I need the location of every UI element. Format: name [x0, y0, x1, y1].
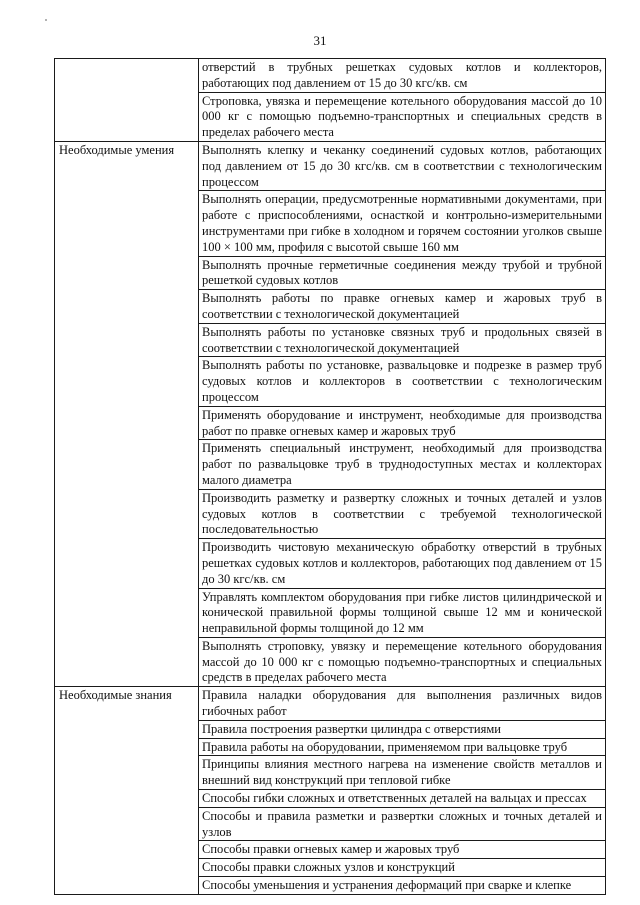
requirement-item: отверстий в трубных решетках судовых котлов и коллекторов, работающих под давлением от 15 до 30 кгс/кв. см — [199, 59, 606, 93]
requirements-table-body — [55, 59, 606, 895]
requirement-item: Способы гибки сложных и ответственных деталей на вальцах и прессах — [199, 790, 606, 808]
requirement-item: Выполнять работы по установке, развальцовке и подрезке в размер труб судовых котлов и коллекторов в соответствии с технологическим процессом — [199, 357, 606, 406]
section-label: Необходимые знания — [55, 687, 199, 895]
section-label-empty — [55, 59, 199, 142]
requirement-item: Правила наладки оборудования для выполнения различных видов гибочных работ — [199, 687, 606, 721]
requirement-item: Способы уменьшения и устранения деформаций при сварке и клепке — [199, 877, 606, 895]
page-number: 31 — [313, 33, 327, 48]
table-row — [55, 687, 606, 721]
requirement-item: Способы правки сложных узлов и конструкций — [199, 859, 606, 877]
requirements-table — [54, 58, 606, 895]
requirement-item: Способы и правила разметки и развертки сложных и точных деталей и узлов — [199, 807, 606, 841]
requirement-item: Управлять комплектом оборудования при гибке листов цилиндрической и конической правильной формы толщиной свыше 12 мм и конической неправильной формы толщиной до 12 мм — [199, 588, 606, 637]
requirement-item: Выполнять работы по правке огневых камер и жаровых труб в соответствии с технологической документацией — [199, 290, 606, 324]
table-row — [55, 141, 606, 190]
requirement-item: Принципы влияния местного нагрева на изменение свойств металлов и внешний вид конструкций при тепловой гибке — [199, 756, 606, 790]
requirement-item: Применять специальный инструмент, необходимый для производства работ по развальцовке труб в труднодоступных местах и коллекторах малого диаметра — [199, 440, 606, 489]
requirement-item: Правила работы на оборудовании, применяемом при вальцовке труб — [199, 738, 606, 756]
requirement-item: Строповка, увязка и перемещение котельного оборудования массой до 10 000 кг с помощью подъемно-транспортных и специальных средств в пределах рабочего места — [199, 92, 606, 141]
requirement-item: Выполнять строповку, увязку и перемещение котельного оборудования массой до 10 000 кг с помощью подъемно-транспортных и специальных средств в пределах рабочего места — [199, 637, 606, 686]
table-row — [55, 59, 606, 93]
requirement-item: Правила построения развертки цилиндра с отверстиями — [199, 720, 606, 738]
requirement-item: Производить чистовую механическую обработку отверстий в трубных решетках судовых котлов и коллекторов, работающих под давлением от 15 до 30 кгс/кв. см — [199, 539, 606, 588]
requirement-item: Выполнять клепку и чеканку соединений судовых котлов, работающих под давлением от 15 до 30 кгс/кв. см в соответствии с технологическим процессом — [199, 141, 606, 190]
requirement-item: Применять оборудование и инструмент, необходимые для производства работ по правке огневых камер и жаровых труб — [199, 406, 606, 440]
scan-speck — [45, 19, 47, 21]
requirement-item: Выполнять операции, предусмотренные нормативными документами, при работе с приспособлениями, оснасткой и контрольно-измерительными инструментами при гибке в холодном и горячем состоянии уголков свыше 100 × 100 мм, профиля с высотой свыше 160 мм — [199, 191, 606, 256]
requirement-item: Выполнять прочные герметичные соединения между трубой и трубной решеткой судовых котлов — [199, 256, 606, 290]
requirement-item: Производить разметку и развертку сложных и точных деталей и узлов судовых котлов в соответствии с требуемой технологической последовательностью — [199, 489, 606, 538]
section-label: Необходимые умения — [55, 141, 199, 686]
requirement-item: Способы правки огневых камер и жаровых труб — [199, 841, 606, 859]
requirement-item: Выполнять работы по установке связных труб и продольных связей в соответствии с технологической документацией — [199, 323, 606, 357]
